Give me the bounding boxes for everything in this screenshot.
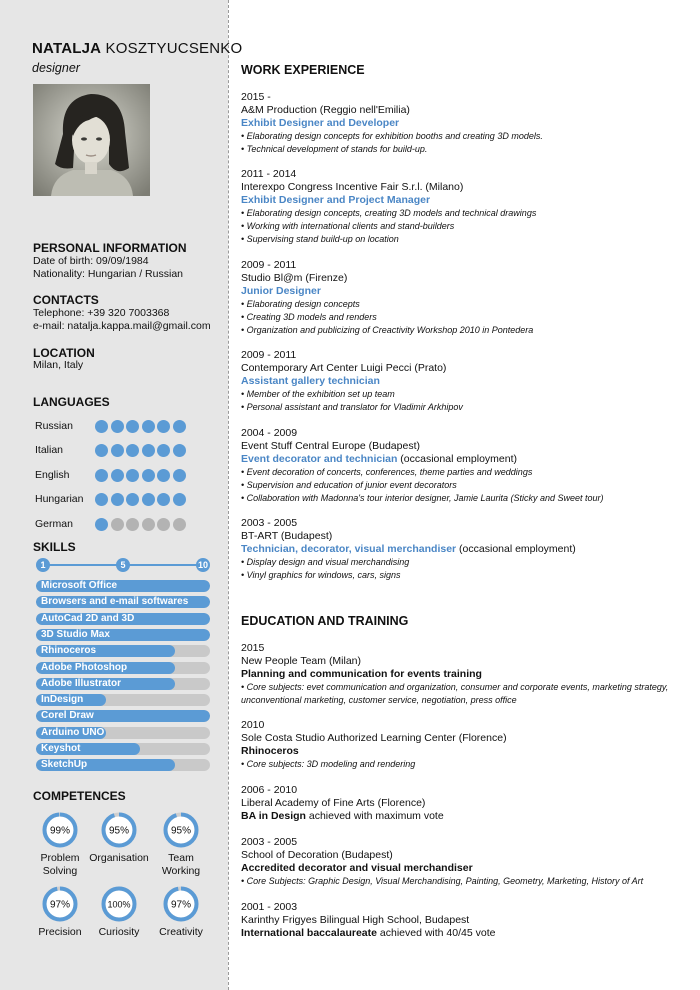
education-school: Sole Costa Studio Authorized Learning Center (Florence) — [241, 732, 507, 744]
candidate-name — [32, 40, 242, 57]
last-name: KOSZTYUCSENKO — [105, 40, 243, 57]
language-dot-filled — [142, 444, 155, 457]
education-date: 2006 - 2010 — [241, 784, 298, 796]
work-bullet: • Member of the exhibition set up team — [241, 389, 395, 399]
language-dot-filled — [126, 493, 139, 506]
language-dot-filled — [95, 518, 108, 531]
language-dot-empty — [157, 518, 170, 531]
education-school: Karinthy Frigyes Bilingual High School, Budapest — [241, 914, 470, 926]
skill-name: Rhinoceros — [41, 645, 97, 657]
education-bullet: • Core subjects: evet communication and organization, consumer and corporate events, marketing strategy, unconventional marketing, customer service, negotiation, press office — [241, 682, 669, 705]
work-bullet: • Supervising stand build-up on location — [241, 234, 399, 244]
language-name: Russian — [35, 420, 73, 432]
language-row — [35, 444, 205, 458]
languages-heading: LANGUAGES — [33, 395, 110, 409]
competence-name: Creativity — [159, 926, 203, 938]
language-dot-filled — [142, 420, 155, 433]
work-title: Event decorator and technician (occasional employment) — [241, 453, 518, 465]
skill-bar — [36, 662, 210, 674]
language-dot-filled — [142, 493, 155, 506]
work-title: Technician, decorator, visual merchandiser (occasional employment) — [241, 543, 576, 555]
language-dot-filled — [111, 420, 124, 433]
language-dot-empty — [142, 518, 155, 531]
competence-percent: 95% — [170, 825, 192, 837]
education-title: Rhinoceros — [241, 745, 299, 757]
competence-name: Curiosity — [98, 926, 140, 938]
work-entry — [241, 91, 691, 156]
education-entry — [241, 901, 691, 940]
work-company: Event Stuff Central Europe (Budapest) — [241, 440, 420, 452]
language-dot-filled — [173, 444, 186, 457]
skills-heading: SKILLS — [33, 540, 76, 554]
language-dot-filled — [173, 420, 186, 433]
language-dot-filled — [173, 493, 186, 506]
work-company: A&M Production (Reggio nell'Emilia) — [241, 104, 410, 116]
work-bullet: • Vinyl graphics for windows, cars, signs — [241, 570, 401, 580]
work-title: Exhibit Designer and Project Manager — [241, 194, 431, 206]
skill-bar — [36, 743, 210, 755]
skill-bar — [36, 645, 210, 657]
language-dot-filled — [157, 493, 170, 506]
column-divider — [228, 0, 229, 990]
skill-bar — [36, 613, 210, 625]
skill-bar — [36, 580, 210, 592]
work-bullet: • Collaboration with Madonna's tour interior designer, Jamie Laurita (Sticky and Sweet tour) — [241, 493, 604, 503]
skill-name: Adobe Illustrator — [41, 677, 122, 689]
language-dot-filled — [95, 420, 108, 433]
skill-bar — [36, 596, 210, 608]
work-date: 2011 - 2014 — [241, 168, 297, 180]
skill-name: Arduino UNO — [41, 726, 105, 738]
work-entry — [241, 349, 691, 414]
competence-percent: 97% — [170, 899, 192, 911]
education-school: New People Team (Milan) — [241, 655, 362, 667]
work-date: 2009 - 2011 — [241, 259, 297, 271]
language-dot-empty — [173, 518, 186, 531]
language-dot-filled — [157, 469, 170, 482]
competence-name: Team Working — [161, 852, 201, 877]
education-title: Accredited decorator and visual merchandiser — [241, 862, 473, 874]
language-dot-filled — [142, 469, 155, 482]
language-dot-filled — [126, 444, 139, 457]
competence-percent: 95% — [108, 825, 130, 837]
work-experience-heading: WORK EXPERIENCE — [241, 63, 365, 77]
skill-name: Browsers and e-mail softwares — [41, 596, 189, 608]
language-row — [35, 420, 205, 434]
competence-ring — [163, 886, 199, 927]
language-row — [35, 469, 205, 483]
work-company: Interexpo Congress Incentive Fair S.r.l. (Milano) — [241, 181, 464, 193]
language-dot-empty — [111, 518, 124, 531]
work-title: Junior Designer — [241, 285, 321, 297]
skill-name: Corel Draw — [41, 710, 94, 722]
language-dot-filled — [111, 444, 124, 457]
work-company: BT-ART (Budapest) — [241, 530, 333, 542]
competence-ring — [42, 812, 78, 853]
date-of-birth: Date of birth: 09/09/1984 — [33, 255, 149, 267]
work-bullet: • Organization and publicizing of Creactivity Workshop 2010 in Pontedera — [241, 325, 534, 335]
work-date: 2004 - 2009 — [241, 427, 298, 439]
profile-photo — [33, 84, 150, 196]
education-title: Planning and communication for events training — [241, 668, 482, 680]
language-dot-filled — [157, 444, 170, 457]
language-dot-empty — [126, 518, 139, 531]
skill-bar — [36, 694, 210, 706]
language-name: Hungarian — [35, 493, 84, 505]
skill-name: Adobe Photoshop — [41, 661, 128, 673]
work-date: 2003 - 2005 — [241, 517, 298, 529]
scale-min: 1 — [36, 558, 50, 572]
work-company: Studio Bl@m (Firenze) — [241, 272, 348, 284]
skill-name: SketchUp — [41, 759, 88, 771]
nationality: Nationality: Hungarian / Russian — [33, 268, 183, 280]
competence-name: Problem Solving — [40, 852, 80, 877]
education-entry — [241, 642, 691, 707]
competence-ring — [101, 886, 137, 927]
language-dot-filled — [157, 420, 170, 433]
skill-name: Microsoft Office — [41, 580, 118, 591]
candidate-role: designer — [32, 61, 80, 75]
work-date: 2015 - — [241, 91, 271, 103]
work-bullet: • Display design and visual merchandising — [241, 557, 410, 567]
competence-percent: 97% — [49, 899, 71, 911]
language-name: German — [35, 518, 73, 530]
work-bullet: • Technical development of stands for build-up. — [241, 144, 428, 154]
scale-max: 10 — [197, 560, 208, 570]
education-note: achieved with maximum vote — [305, 810, 444, 822]
work-bullet: • Event decoration of concerts, conferences, theme parties and weddings — [241, 467, 533, 477]
work-entry — [241, 259, 691, 337]
work-bullet: • Personal assistant and translator for Vladimir Arkhipov — [241, 402, 463, 412]
work-employment-note: (occasional employment) — [456, 543, 576, 555]
language-row — [35, 518, 205, 532]
work-entry — [241, 427, 691, 505]
competence-ring — [101, 812, 137, 853]
competence-ring — [42, 886, 78, 927]
language-row — [35, 493, 205, 507]
work-entry — [241, 168, 691, 246]
work-bullet: • Elaborating design concepts, creating 3D models and technical drawings — [241, 208, 537, 218]
language-dot-filled — [126, 420, 139, 433]
work-title: Exhibit Designer and Developer — [241, 117, 400, 129]
education-date: 2001 - 2003 — [241, 901, 298, 913]
education-bullet: • Core Subjects: Graphic Design, Visual Merchandising, Painting, Geometry, Marketing, History of Art — [241, 876, 644, 886]
work-bullet: • Elaborating design concepts for exhibition booths and creating 3D models. — [241, 131, 543, 141]
education-entry — [241, 719, 691, 771]
education-school: Liberal Academy of Fine Arts (Florence) — [241, 797, 426, 809]
language-dot-filled — [95, 493, 108, 506]
language-dot-filled — [173, 469, 186, 482]
location-heading: LOCATION — [33, 346, 95, 360]
work-bullet: • Creating 3D models and renders — [241, 312, 377, 322]
work-company: Contemporary Art Center Luigi Pecci (Prato) — [241, 362, 447, 374]
first-name: NATALJA — [32, 40, 102, 57]
education-entry — [241, 836, 691, 888]
language-dot-filled — [95, 444, 108, 457]
language-dot-filled — [111, 493, 124, 506]
language-name: English — [35, 469, 70, 481]
competence-name: Precision — [38, 926, 82, 938]
education-bullet: • Core subjects: 3D modeling and rendering — [241, 759, 416, 769]
language-name: Italian — [35, 444, 64, 456]
personal-info-heading: PERSONAL INFORMATION — [33, 241, 187, 255]
skill-name: Keyshot — [41, 743, 81, 754]
language-dot-filled — [95, 469, 108, 482]
education-school: School of Decoration (Budapest) — [241, 849, 393, 861]
education-entry — [241, 784, 691, 823]
language-dot-filled — [126, 469, 139, 482]
education-note: achieved with 40/45 vote — [376, 927, 496, 939]
skills-scale — [36, 558, 210, 572]
education-title: BA in Design achieved with maximum vote — [241, 810, 444, 822]
skill-bar — [36, 629, 210, 641]
scale-mid: 5 — [116, 558, 130, 572]
telephone: Telephone: +39 320 7003368 — [33, 307, 170, 319]
education-date: 2003 - 2005 — [241, 836, 298, 848]
skill-name: 3D Studio Max — [41, 628, 110, 640]
location-city: Milan, Italy — [33, 359, 84, 371]
skill-bar — [36, 710, 210, 722]
skill-bar — [36, 727, 210, 739]
competence-percent: 100% — [107, 899, 131, 910]
skill-name: AutoCad 2D and 3D — [41, 612, 135, 624]
skill-bar — [36, 759, 210, 771]
work-bullet: • Working with international clients and stand-builders — [241, 221, 455, 231]
work-entry — [241, 517, 691, 582]
skill-name: InDesign — [41, 694, 84, 706]
work-employment-note: (occasional employment) — [397, 453, 518, 465]
education-date: 2010 — [241, 719, 265, 731]
competence-name: Organisation — [89, 852, 149, 864]
work-date: 2009 - 2011 — [241, 349, 297, 361]
competence-percent: 99% — [49, 825, 71, 837]
work-bullet: • Elaborating design concepts — [241, 299, 360, 309]
competence-ring — [163, 812, 199, 853]
education-title: International baccalaureate achieved with 40/45 vote — [241, 927, 496, 939]
education-heading: EDUCATION AND TRAINING — [241, 614, 409, 628]
contacts-heading: CONTACTS — [33, 293, 99, 307]
competences-heading: COMPETENCES — [33, 789, 126, 803]
email: e-mail: natalja.kappa.mail@gmail.com — [33, 320, 211, 332]
skill-bar — [36, 678, 210, 690]
education-date: 2015 — [241, 642, 265, 654]
work-bullet: • Supervision and education of junior event decorators — [241, 480, 457, 490]
work-title: Assistant gallery technician — [241, 375, 380, 387]
language-dot-filled — [111, 469, 124, 482]
